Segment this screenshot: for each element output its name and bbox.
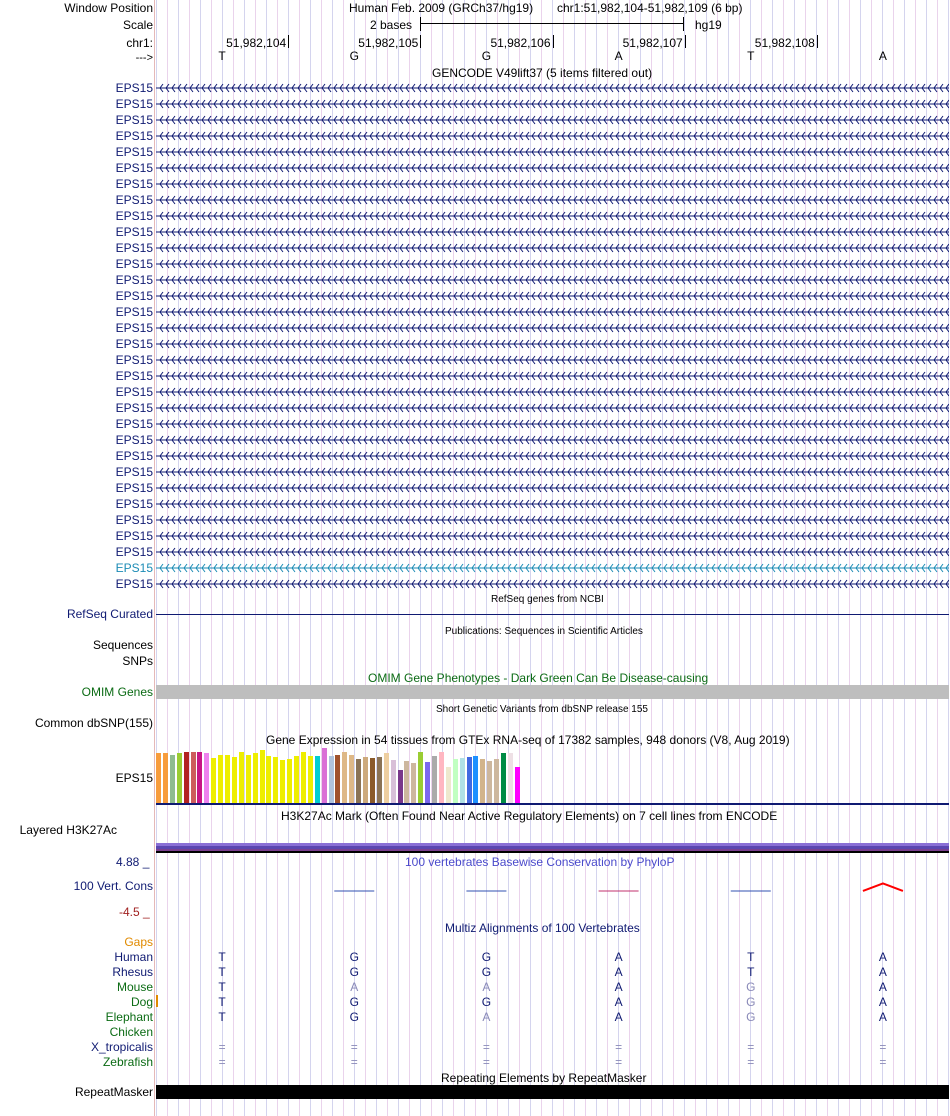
gtex-tissue-bar[interactable] bbox=[301, 752, 306, 803]
reference-base: T bbox=[218, 49, 226, 63]
multiz-base: A bbox=[878, 995, 887, 1009]
gencode-transcript[interactable] bbox=[156, 433, 949, 447]
gtex-tissue-bar[interactable] bbox=[439, 752, 444, 803]
ruler-tick-label: 51,982,104 bbox=[226, 36, 287, 50]
gencode-gene-label[interactable]: EPS15 bbox=[115, 449, 153, 463]
gencode-transcript[interactable] bbox=[156, 561, 949, 575]
gtex-tissue-bar[interactable] bbox=[356, 759, 361, 803]
multiz-base: G bbox=[746, 980, 756, 994]
phylop-ymax: 4.88 _ bbox=[116, 855, 150, 869]
gencode-title[interactable]: GENCODE V49lift37 (5 items filtered out) bbox=[432, 66, 653, 80]
multiz-species-label[interactable]: Human bbox=[114, 950, 153, 964]
omim-title[interactable]: OMIM Gene Phenotypes - Dark Green Can Be Disease-causing bbox=[368, 671, 709, 685]
multiz-base: A bbox=[614, 1010, 623, 1024]
gencode-transcript[interactable] bbox=[156, 129, 949, 143]
gencode-gene-label[interactable]: EPS15 bbox=[115, 385, 153, 399]
gtex-baseline bbox=[156, 803, 949, 805]
gtex-tissue-bar[interactable] bbox=[370, 758, 375, 803]
multiz-base: = bbox=[879, 1040, 887, 1054]
position-title: chr1:51,982,104-51,982,109 (6 bp) bbox=[557, 1, 743, 15]
gencode-gene-label[interactable]: EPS15 bbox=[115, 561, 153, 575]
gencode-transcript[interactable] bbox=[156, 449, 949, 463]
gencode-transcript[interactable] bbox=[156, 529, 949, 543]
gencode-gene-label[interactable]: EPS15 bbox=[115, 513, 153, 527]
gtex-tissue-bar[interactable] bbox=[266, 756, 271, 803]
gtex-tissue-bar[interactable] bbox=[273, 757, 278, 803]
strand-label: ---> bbox=[135, 52, 153, 64]
gencode-gene-label[interactable]: EPS15 bbox=[115, 273, 153, 287]
gtex-tissue-bar[interactable] bbox=[197, 752, 202, 803]
gtex-tissue-bar[interactable] bbox=[322, 748, 327, 803]
ruler-tick bbox=[420, 35, 421, 48]
gencode-transcript[interactable] bbox=[156, 369, 949, 383]
gencode-gene-label[interactable]: EPS15 bbox=[115, 241, 153, 255]
gencode-transcript[interactable] bbox=[156, 305, 949, 319]
gencode-gene-label[interactable]: EPS15 bbox=[115, 497, 153, 511]
multiz-base: = bbox=[615, 1040, 623, 1054]
phylop-ymin: -4.5 _ bbox=[119, 905, 150, 919]
multiz-base: G bbox=[481, 995, 492, 1009]
gencode-gene-label[interactable]: EPS15 bbox=[115, 321, 153, 335]
multiz-base: = bbox=[218, 1055, 226, 1069]
multiz-base: A bbox=[878, 1010, 887, 1024]
gtex-title[interactable]: Gene Expression in 54 tissues from GTEx RNA-seq of 17382 samples, 948 donors (V8, Aug 2019) bbox=[266, 733, 790, 747]
gencode-gene-label[interactable]: EPS15 bbox=[115, 177, 153, 191]
gencode-gene-label[interactable]: EPS15 bbox=[115, 305, 153, 319]
gencode-transcript[interactable] bbox=[156, 209, 949, 223]
gtex-tissue-bar[interactable] bbox=[349, 755, 354, 803]
multiz-base: = bbox=[482, 1040, 490, 1054]
repeatmasker-bar[interactable] bbox=[156, 1085, 949, 1099]
multiz-base: T bbox=[218, 1010, 226, 1024]
multiz-base: T bbox=[218, 980, 226, 994]
reference-base: G bbox=[349, 49, 359, 63]
phylop-label[interactable]: 100 Vert. Cons bbox=[73, 879, 153, 893]
multiz-gap-marker bbox=[156, 995, 158, 1007]
reference-base: T bbox=[747, 49, 755, 63]
gencode-transcript[interactable] bbox=[156, 145, 949, 159]
gencode-transcript[interactable] bbox=[156, 161, 949, 175]
gencode-transcript[interactable] bbox=[156, 401, 949, 415]
multiz-base: A bbox=[614, 950, 623, 964]
gtex-tissue-bar[interactable] bbox=[308, 756, 313, 803]
gtex-tissue-bar[interactable] bbox=[253, 753, 258, 803]
gencode-gene-label[interactable]: EPS15 bbox=[115, 433, 153, 447]
ruler-tick bbox=[553, 35, 554, 48]
gencode-gene-label[interactable]: EPS15 bbox=[115, 129, 153, 143]
gencode-gene-label[interactable]: EPS15 bbox=[115, 161, 153, 175]
ruler-tick-label: 51,982,107 bbox=[622, 36, 683, 50]
multiz-base: A bbox=[482, 1010, 491, 1024]
gtex-tissue-bar[interactable] bbox=[177, 753, 182, 803]
gencode-gene-label[interactable]: EPS15 bbox=[115, 145, 153, 159]
gencode-gene-label[interactable]: EPS15 bbox=[115, 465, 153, 479]
multiz-species-label[interactable]: Mouse bbox=[116, 980, 153, 994]
gencode-transcript[interactable] bbox=[156, 385, 949, 399]
multiz-base: A bbox=[350, 980, 359, 994]
gencode-transcript[interactable] bbox=[156, 481, 949, 495]
ruler-tick-label: 51,982,105 bbox=[358, 36, 419, 50]
multiz-base: = bbox=[747, 1040, 755, 1054]
multiz-base: T bbox=[218, 950, 226, 964]
gtex-tissue-bar[interactable] bbox=[460, 758, 465, 803]
phylop-title[interactable]: 100 vertebrates Basewise Conservation by PhyloP bbox=[405, 855, 675, 869]
h3k27ac-label[interactable]: Layered H3K27Ac bbox=[19, 823, 117, 837]
gtex-tissue-bar[interactable] bbox=[225, 755, 230, 803]
dbsnp-label[interactable]: Common dbSNP(155) bbox=[34, 716, 153, 730]
window-position-label: Window Position bbox=[64, 1, 153, 15]
gencode-transcript[interactable] bbox=[156, 113, 949, 127]
multiz-species-label[interactable]: Elephant bbox=[105, 1010, 153, 1024]
scale-text: 2 bases bbox=[370, 18, 413, 32]
gtex-tissue-bar[interactable] bbox=[280, 760, 285, 803]
gencode-gene-label[interactable]: EPS15 bbox=[115, 209, 153, 223]
publications-title[interactable]: Publications: Sequences in Scientific Articles bbox=[445, 626, 643, 637]
multiz-base: A bbox=[878, 980, 887, 994]
gencode-transcript[interactable] bbox=[156, 81, 949, 95]
gencode-gene-label[interactable]: EPS15 bbox=[115, 97, 153, 111]
multiz-species-label[interactable]: Rhesus bbox=[112, 965, 153, 979]
gencode-transcript[interactable] bbox=[156, 465, 949, 479]
gtex-tissue-bar[interactable] bbox=[170, 755, 175, 803]
reference-base: A bbox=[614, 49, 623, 63]
gtex-tissue-bar[interactable] bbox=[501, 753, 506, 803]
phylop-plot[interactable] bbox=[156, 868, 949, 916]
gencode-gene-label[interactable]: EPS15 bbox=[115, 401, 153, 415]
multiz-base: T bbox=[218, 965, 226, 979]
gencode-transcript[interactable] bbox=[156, 97, 949, 111]
phylop-peak[interactable] bbox=[863, 883, 903, 891]
gtex-tissue-bar[interactable] bbox=[425, 762, 430, 803]
gencode-transcript[interactable] bbox=[156, 497, 949, 511]
gencode-gene-label[interactable]: EPS15 bbox=[115, 545, 153, 559]
multiz-base: G bbox=[349, 1010, 359, 1024]
h3k27ac-signal[interactable] bbox=[156, 843, 949, 853]
multiz-base: = bbox=[615, 1055, 623, 1069]
gtex-tissue-bar[interactable] bbox=[329, 756, 334, 803]
gtex-tissue-bar[interactable] bbox=[156, 753, 161, 803]
multiz-base: A bbox=[614, 965, 623, 979]
multiz-base: T bbox=[747, 950, 755, 964]
multiz-base: G bbox=[481, 950, 492, 964]
dbsnp-title[interactable]: Short Genetic Variants from dbSNP release 155 bbox=[436, 704, 648, 715]
gtex-tissue-bar[interactable] bbox=[487, 761, 492, 803]
gencode-transcript[interactable] bbox=[156, 577, 949, 591]
gencode-transcript[interactable] bbox=[156, 193, 949, 207]
gtex-tissue-bar[interactable] bbox=[211, 758, 216, 803]
multiz-base: G bbox=[349, 995, 359, 1009]
gencode-transcript[interactable] bbox=[156, 257, 949, 271]
gtex-tissue-bar[interactable] bbox=[204, 753, 209, 803]
gtex-tissue-bar[interactable] bbox=[391, 760, 396, 803]
ruler-tick-label: 51,982,106 bbox=[490, 36, 551, 50]
ruler-tick bbox=[685, 35, 686, 48]
gencode-transcript[interactable] bbox=[156, 177, 949, 191]
gencode-gene-label[interactable]: EPS15 bbox=[115, 81, 153, 95]
multiz-base: A bbox=[614, 980, 623, 994]
gtex-tissue-bar[interactable] bbox=[246, 755, 251, 803]
multiz-base: G bbox=[481, 965, 492, 979]
gencode-transcript[interactable] bbox=[156, 545, 949, 559]
multiz-base: G bbox=[349, 965, 359, 979]
scale-db: hg19 bbox=[695, 18, 722, 32]
gencode-transcript[interactable] bbox=[156, 321, 949, 335]
gencode-transcript[interactable] bbox=[156, 273, 949, 287]
scale-label: Scale bbox=[122, 18, 153, 32]
multiz-base: A bbox=[482, 980, 491, 994]
gtex-tissue-bar[interactable] bbox=[384, 753, 389, 803]
multiz-title[interactable]: Multiz Alignments of 100 Vertebrates bbox=[445, 921, 640, 935]
gtex-tissue-bar[interactable] bbox=[315, 756, 320, 803]
publications-label-snps[interactable]: SNPs bbox=[122, 654, 153, 668]
gtex-tissue-bar[interactable] bbox=[418, 752, 423, 803]
multiz-base: T bbox=[747, 965, 755, 979]
gencode-gene-label[interactable]: EPS15 bbox=[115, 577, 153, 591]
gtex-tissue-bar[interactable] bbox=[411, 763, 416, 803]
gtex-tissue-bar[interactable] bbox=[432, 756, 437, 803]
gencode-transcript[interactable] bbox=[156, 417, 949, 431]
gtex-tissue-bar[interactable] bbox=[446, 767, 451, 803]
h3k27ac-title[interactable]: H3K27Ac Mark (Often Found Near Active Regulatory Elements) on 7 cell lines from ENCODE bbox=[281, 809, 778, 823]
gencode-gene-label[interactable]: EPS15 bbox=[115, 353, 153, 367]
gtex-tissue-bar[interactable] bbox=[377, 757, 382, 803]
gtex-tissue-bar[interactable] bbox=[494, 759, 499, 803]
scale-bar bbox=[420, 17, 684, 31]
multiz-gaps-label[interactable]: Gaps bbox=[124, 935, 153, 949]
refseq-line[interactable] bbox=[156, 614, 949, 615]
multiz-base: A bbox=[878, 950, 887, 964]
gtex-tissue-bar[interactable] bbox=[467, 757, 472, 803]
assembly-title: Human Feb. 2009 (GRCh37/hg19) bbox=[349, 1, 534, 15]
gencode-transcript[interactable] bbox=[156, 241, 949, 255]
gencode-transcript[interactable] bbox=[156, 353, 949, 367]
gtex-label[interactable]: EPS15 bbox=[115, 771, 153, 785]
multiz-species-label[interactable]: X_tropicalis bbox=[90, 1040, 153, 1054]
gtex-tissue-bar[interactable] bbox=[260, 750, 265, 803]
gtex-tissue-bar[interactable] bbox=[232, 757, 237, 803]
gtex-tissue-bar[interactable] bbox=[473, 756, 478, 803]
gtex-tissue-bar[interactable] bbox=[508, 753, 513, 803]
chrom-label: chr1: bbox=[126, 36, 153, 50]
multiz-base: = bbox=[747, 1055, 755, 1069]
gencode-transcript[interactable] bbox=[156, 513, 949, 527]
publications-label-sequences[interactable]: Sequences bbox=[92, 638, 153, 652]
multiz-base: = bbox=[350, 1055, 358, 1069]
multiz-base: = bbox=[350, 1040, 358, 1054]
gencode-transcript[interactable] bbox=[156, 337, 949, 351]
ruler-tick bbox=[288, 35, 289, 48]
ruler-tick bbox=[817, 35, 818, 48]
gtex-tissue-bar[interactable] bbox=[363, 757, 368, 803]
gtex-tissue-bar[interactable] bbox=[218, 755, 223, 803]
gencode-gene-label[interactable]: EPS15 bbox=[115, 417, 153, 431]
reference-base: G bbox=[481, 49, 492, 63]
gencode-gene-label[interactable]: EPS15 bbox=[115, 225, 153, 239]
multiz-base: A bbox=[878, 965, 887, 979]
gtex-bar-chart[interactable] bbox=[156, 748, 949, 803]
gtex-tissue-bar[interactable] bbox=[184, 752, 189, 803]
multiz-base: G bbox=[746, 1010, 756, 1024]
multiz-base: = bbox=[879, 1055, 887, 1069]
gtex-tissue-bar[interactable] bbox=[404, 761, 409, 803]
gtex-tissue-bar[interactable] bbox=[398, 770, 403, 803]
gencode-gene-label[interactable]: EPS15 bbox=[115, 113, 153, 127]
gencode-gene-label[interactable]: EPS15 bbox=[115, 193, 153, 207]
ruler-tick-label: 51,982,108 bbox=[754, 36, 815, 50]
gencode-transcript[interactable] bbox=[156, 225, 949, 239]
gencode-gene-label[interactable]: EPS15 bbox=[115, 289, 153, 303]
gtex-tissue-bar[interactable] bbox=[163, 753, 168, 803]
gencode-gene-label[interactable]: EPS15 bbox=[115, 257, 153, 271]
repeatmasker-title[interactable]: Repeating Elements by RepeatMasker bbox=[441, 1071, 647, 1085]
gencode-transcript[interactable] bbox=[156, 289, 949, 303]
multiz-base: = bbox=[482, 1055, 490, 1069]
reference-base: A bbox=[878, 49, 887, 63]
gtex-tissue-bar[interactable] bbox=[294, 756, 299, 803]
refseq-label[interactable]: RefSeq Curated bbox=[66, 607, 153, 621]
multiz-species-label[interactable]: Dog bbox=[130, 995, 153, 1009]
gtex-tissue-bar[interactable] bbox=[191, 752, 196, 803]
gtex-tissue-bar[interactable] bbox=[480, 759, 485, 803]
omim-label[interactable]: OMIM Genes bbox=[81, 685, 153, 699]
gencode-gene-label[interactable]: EPS15 bbox=[115, 481, 153, 495]
omim-bar[interactable] bbox=[156, 685, 949, 699]
label-divider bbox=[154, 0, 155, 1116]
gencode-gene-label[interactable]: EPS15 bbox=[115, 529, 153, 543]
multiz-base: A bbox=[614, 995, 623, 1009]
gtex-tissue-bar[interactable] bbox=[239, 752, 244, 803]
multiz-base: = bbox=[218, 1040, 226, 1054]
gencode-gene-label[interactable]: EPS15 bbox=[115, 369, 153, 383]
gencode-gene-label[interactable]: EPS15 bbox=[115, 337, 153, 351]
gtex-tissue-bar[interactable] bbox=[287, 759, 292, 803]
gtex-tissue-bar[interactable] bbox=[515, 767, 520, 803]
repeatmasker-label[interactable]: RepeatMasker bbox=[74, 1085, 153, 1099]
multiz-species-label[interactable]: Zebrafish bbox=[102, 1055, 153, 1069]
multiz-base: G bbox=[349, 950, 359, 964]
refseq-title[interactable]: RefSeq genes from NCBI bbox=[491, 594, 604, 605]
multiz-base: T bbox=[218, 995, 226, 1009]
multiz-species-label[interactable]: Chicken bbox=[109, 1025, 153, 1039]
gtex-tissue-bar[interactable] bbox=[453, 759, 458, 803]
gtex-tissue-bar[interactable] bbox=[342, 752, 347, 803]
gtex-tissue-bar[interactable] bbox=[335, 755, 340, 803]
multiz-base: G bbox=[746, 995, 756, 1009]
